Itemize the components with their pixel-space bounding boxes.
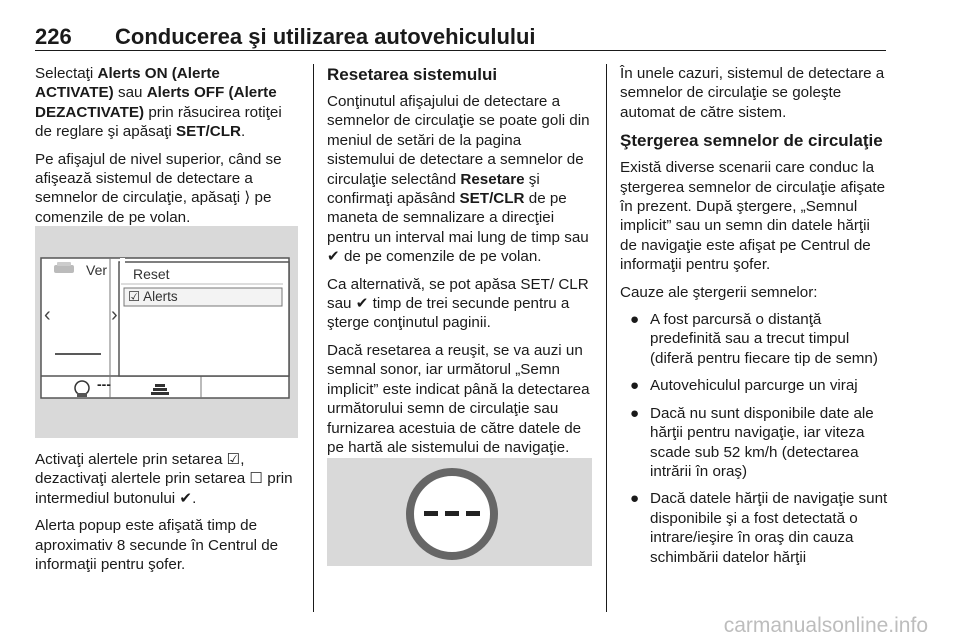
display-illustration-svg	[35, 226, 298, 438]
default-sign-svg	[327, 458, 592, 566]
bullet-icon: ●	[630, 490, 640, 508]
list-item: ● Dacă nu sunt disponibile date ale hărţii pentru navigaţie, iar viteza scade sub 52 km/h (detectarea intrării în oraş)	[630, 404, 874, 480]
header-divider	[35, 50, 886, 51]
col2-paragraph-3: Dacă resetarea a reuşit, se va auzi un semnal sonor, iar următorul „Semn implicit” este indicat până la detectarea următorului semn de circulaţie sau furnizarea acestuia de către datele de pe hartă ale sistemului de navigaţie.	[327, 341, 590, 456]
sign-dash-1	[424, 511, 438, 516]
list-item: ● A fost parcursă o distanţă predefinită sau a trecut timpul (diferă pentru fiecare tip de semn)	[630, 311, 878, 367]
chevron-right-icon[interactable]: ›	[111, 304, 118, 326]
option-alerts-on: Alerts ON (Alerte ACTIVATE)	[35, 65, 220, 102]
col2-paragraph-1: Conţinutul afişajului de detectare a semnelor de circulaţie se poate goli din meniul de setări de la pagina sistemului de detectare a semnelor de circulaţie selectând Resetare şi confirmaţi apăsând SET/CLR de pe maneta de semnalizare a direcţiei pentru un interval mai lung de timp sau ✔ de pe comenzile de pe volan.	[327, 93, 590, 266]
col1-paragraph-2: Pe afişajul de nivel superior, când se afişează sistemul de detectare a semnelor de circulaţie, apăsaţi ⟩ pe comenzile de pe volan.	[35, 150, 282, 226]
section-heading-clearing: Ştergerea semnelor de circulaţie	[620, 131, 883, 151]
column-3	[620, 64, 888, 575]
page-number: 226	[35, 24, 72, 49]
popup-notch	[120, 258, 125, 264]
bullet-icon: ●	[630, 311, 640, 329]
section-heading-reset: Resetarea sistemului	[327, 65, 498, 84]
col1-paragraph-1: Selectaţi Alerts ON (Alerte ACTIVATE) sau Alerts OFF (Alerte DEZACTIVATE) prin răsucirea rotiţei de reglare şi apăsaţi SET/CLR.	[35, 65, 282, 141]
default-sign-illustration	[327, 458, 592, 566]
resetare-label: Resetare	[460, 170, 525, 188]
col3-paragraph-3: Cauze ale ştergerii semnelor:	[620, 283, 818, 301]
ver-label: Ver	[86, 262, 108, 278]
option-alerts-off: Alerts OFF (Alerte DEZACTIVATE)	[35, 84, 277, 121]
sign-dash-3	[466, 511, 480, 516]
watermark: carmanualsonline.info	[723, 614, 928, 637]
car-icon	[54, 262, 74, 273]
set-clr-label: SET/CLR	[176, 123, 241, 141]
chevron-left-icon[interactable]: ‹	[44, 304, 51, 326]
alerts-menu-label[interactable]: ☑ Alerts	[128, 289, 178, 304]
sign-dash-2	[445, 511, 459, 516]
column-divider-2	[606, 64, 607, 612]
column-2	[327, 64, 592, 465]
set-clr-label-2: SET/CLR	[459, 190, 525, 208]
display-illustration	[35, 226, 298, 438]
bullet-icon: ●	[630, 404, 640, 422]
col1-paragraph-3: Activaţi alertele prin setarea ☑, dezactivaţi alertele prin setarea ☐ prin intermediul butonului ✔.	[35, 451, 293, 507]
list-item: ● Dacă datele hărţii de navigaţie sunt disponibile şi a fost detectată o intrare/ieşire în oraş din cauza schimbării datelor hărţii	[630, 490, 888, 566]
reset-menu-item[interactable]: Reset	[133, 266, 170, 282]
column-divider-1	[313, 64, 314, 612]
col3-paragraph-1: În unele cazuri, sistemul de detectare a semnelor de circulaţie se goleşte automat de către sistem.	[620, 65, 885, 121]
column-1	[35, 64, 301, 235]
column-1-bottom	[35, 450, 301, 582]
col2-paragraph-2: Ca alternativă, se pot apăsa SET/ CLR sau ✔ timp de trei secunde pentru a şterge conţinutul paginii.	[327, 275, 589, 332]
causes-list	[620, 310, 888, 567]
list-item: ● Autovehiculul parcurge un viraj	[630, 377, 858, 395]
col1-paragraph-4: Alerta popup este afişată timp de aproximativ 8 secunde în Centrul de informaţii pentru şofer.	[35, 517, 279, 574]
bullet-icon: ●	[630, 377, 640, 395]
col3-paragraph-2: Există diverse scenarii care conduc la ştergerea semnelor de circulaţie afişate în prezent. După ştergere, „Semnul implicit” sau un semn din datele hărţii de navigaţie este afişat pe Centrul de informaţii pentru şofer.	[620, 159, 886, 274]
page-title: Conducerea şi utilizarea autovehiculului	[115, 24, 536, 49]
speed-dashes: ---	[97, 376, 111, 392]
